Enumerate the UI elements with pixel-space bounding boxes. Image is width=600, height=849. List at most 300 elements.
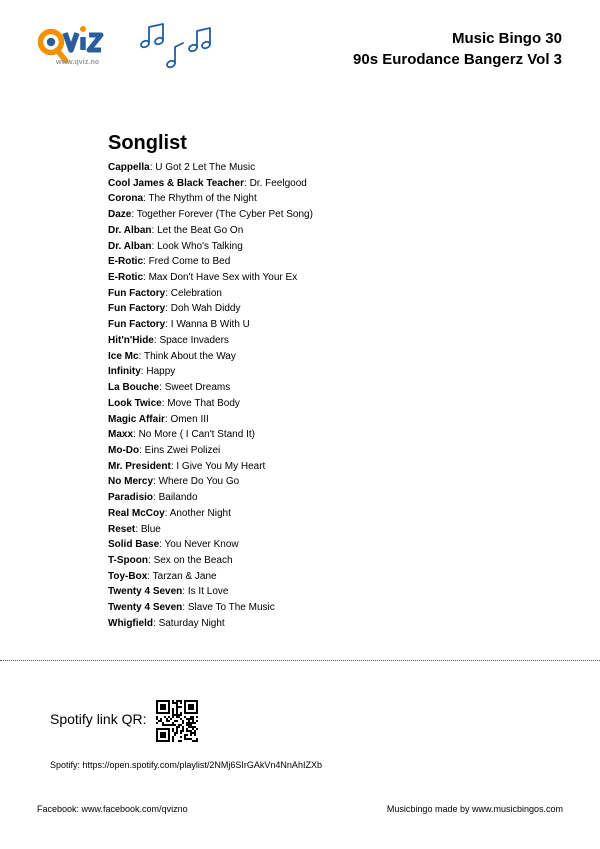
qr-module [178,700,180,702]
song-title: Sex on the Beach [153,554,233,566]
qr-module [174,714,176,716]
qr-module [188,720,190,722]
qr-module [156,736,158,738]
qr-module [168,740,170,742]
spotify-link[interactable]: Spotify: https://open.spotify.com/playlist/2NMj6SIrGAkVn4NnAhIZXb [50,760,322,770]
qr-module [192,708,194,710]
song-separator: : [153,476,159,488]
song-artist: Fun Factory [108,303,166,315]
qr-module [184,704,186,706]
qr-module [166,724,168,726]
qr-module [164,740,166,742]
qr-label: Spotify link QR: [50,711,147,727]
qr-module [190,712,192,714]
song-separator: : [182,586,188,598]
song-title: Happy [146,366,176,378]
song-item [108,349,313,365]
song-artist: Look Twice [108,397,162,409]
qr-module [172,714,174,716]
song-separator: : [153,334,160,346]
song-separator: : [159,382,165,394]
song-title: Together Forever (The Cyber Pet Song) [136,209,313,221]
qr-module [190,708,192,710]
qr-module [168,710,170,712]
qr-module [188,722,190,724]
qr-module [176,704,178,706]
song-item [108,522,313,538]
qr-module [184,734,186,736]
qr-module [166,720,168,722]
qr-module [172,712,174,714]
qr-module [176,710,178,712]
song-title: Look Who's Talking [157,240,243,252]
qr-module [160,700,162,702]
song-list [108,160,313,632]
song-item [108,301,313,317]
song-item [108,396,313,412]
song-title: Omen III [170,413,209,425]
song-artist: Dr. Alban [108,240,152,252]
song-title: Blue [140,523,161,535]
song-title: U Got 2 Let The Music [155,162,256,173]
qr-module [156,712,158,714]
song-item [108,443,313,459]
qr-module [172,724,174,726]
qr-module [172,728,174,730]
qr-module [180,736,182,738]
qr-module [170,718,172,720]
qr-module [158,740,160,742]
dotted-divider [0,660,600,661]
qr-module [168,734,170,736]
qr-module [194,722,196,724]
qr-module [194,712,196,714]
qr-module [160,732,162,734]
qr-module [180,732,182,734]
qr-module [158,720,160,722]
song-item [108,490,313,506]
qr-module [190,722,192,724]
song-item [108,553,313,569]
qr-module [176,720,178,722]
song-artist: No Mercy [108,476,154,488]
song-artist: Magic Affair [108,413,165,425]
qr-module [156,738,158,740]
song-separator: : [159,539,165,551]
qr-module [160,728,162,730]
qr-module [160,706,162,708]
song-separator: : [165,287,171,299]
songlist-heading: Songlist [108,132,187,154]
song-title: Let the Beat Go On [157,224,244,236]
qr-module [164,736,166,738]
qr-module [190,706,192,708]
qr-module [168,700,170,702]
qr-module [188,700,190,702]
qr-module [156,706,158,708]
qr-module [188,706,190,708]
qr-module [184,712,186,714]
qr-module [196,708,198,710]
song-item [108,380,313,396]
qr-module [192,700,194,702]
qr-module [156,700,158,702]
song-artist: Twenty 4 Seven [108,602,183,614]
qr-module [164,728,166,730]
qr-module [176,728,178,730]
qr-module [180,702,182,704]
song-title: Slave To The Music [187,602,275,614]
qr-module [182,722,184,724]
song-item [108,427,313,443]
qr-module [186,722,188,724]
qr-module [192,732,194,734]
song-title: Dr. Feelgood [249,177,307,189]
qr-module [162,724,164,726]
songlist-section [108,130,313,632]
qr-module [166,718,168,720]
qr-module [194,730,196,732]
song-item [108,459,313,475]
qr-module [156,702,158,704]
song-title: You Never Know [164,539,239,551]
song-item [108,239,313,255]
song-separator: : [131,209,137,221]
qr-module [162,734,164,736]
qr-module [172,722,174,724]
song-title: Eins Zwei Polizei [144,444,221,456]
qr-module [194,734,196,736]
qr-module [176,716,178,718]
song-artist: Cool James & Black Teacher [108,177,244,189]
song-artist: Reset [108,523,136,535]
song-title: Doh Wah Diddy [170,303,241,315]
song-artist: Maxx [108,429,134,441]
qr-module [164,704,166,706]
qr-module [160,736,162,738]
qr-module [178,716,180,718]
qr-module [186,712,188,714]
song-artist: Dr. Alban [108,224,152,236]
qr-module [162,740,164,742]
qr-module [156,708,158,710]
song-item [108,569,313,585]
qr-module [192,704,194,706]
song-title: Fred Come to Bed [148,256,231,268]
song-title: Move That Body [167,397,240,409]
song-item [108,160,313,176]
song-item [108,474,313,490]
qr-module [168,706,170,708]
qr-module [176,708,178,710]
qr-module [196,712,198,714]
qr-module [172,708,174,710]
qr-module [168,728,170,730]
song-artist: T-Spoon [108,554,148,566]
qr-module [180,724,182,726]
qr-module [188,704,190,706]
qr-module [186,738,188,740]
song-title: Bailando [158,492,198,504]
song-artist: La Bouche [108,382,160,394]
song-title: Saturday Night [158,617,225,629]
qr-module [180,706,182,708]
song-item [108,254,313,270]
qviz-logo[interactable] [38,22,118,72]
song-separator: : [244,177,250,189]
qr-module [176,732,178,734]
song-item [108,364,313,380]
qr-module [192,728,194,730]
song-item [108,207,313,223]
qr-module [172,736,174,738]
song-separator: : [135,523,141,535]
song-title: Max Don't Have Sex with Your Ex [148,272,298,284]
qr-module [168,720,170,722]
qr-module [190,730,192,732]
song-artist: Fun Factory [108,319,166,331]
qr-module [160,720,162,722]
qr-module [194,700,196,702]
qr-module [156,722,158,724]
song-artist: Paradisio [108,492,154,504]
qr-module [160,734,162,736]
song-title: Celebration [170,287,222,299]
qr-module [180,714,182,716]
qr-module [166,740,168,742]
song-item [108,584,313,600]
qr-module [156,704,158,706]
qr-module [172,730,174,732]
qr-module [178,714,180,716]
qr-module [182,720,184,722]
qr-module [184,708,186,710]
qr-module [172,702,174,704]
song-artist: Mo-Do [108,444,140,456]
qr-module [162,708,164,710]
qr-module [174,720,176,722]
qr-module [192,720,194,722]
song-title: Is It Love [187,586,229,598]
qr-module [192,726,194,728]
song-artist: E-Rotic [108,272,143,284]
song-artist: E-Rotic [108,256,143,268]
qr-module [196,720,198,722]
qr-module [158,700,160,702]
qr-module [168,732,170,734]
qr-module [188,718,190,720]
song-separator: : [182,602,188,614]
qr-module [186,718,188,720]
qr-module [176,712,178,714]
song-item [108,286,313,302]
qr-module [176,706,178,708]
qr-module [196,706,198,708]
song-separator: : [143,272,149,284]
qr-module [184,700,186,702]
header-titles [353,28,562,70]
qr-module [164,700,166,702]
song-item [108,270,313,286]
qr-module [156,716,158,718]
qr-module [192,706,194,708]
qr-module [176,730,178,732]
qr-module [176,702,178,704]
song-separator: : [153,492,159,504]
qr-module [162,722,164,724]
qr-module [172,738,174,740]
qr-module [196,710,198,712]
song-item [108,176,313,192]
song-separator: : [164,507,170,519]
song-artist: Cappella [108,162,150,173]
qr-module [184,702,186,704]
qr-module [190,704,192,706]
qr-module [160,704,162,706]
qr-code-icon[interactable] [156,700,198,742]
qr-module [156,732,158,734]
song-separator: : [164,413,171,425]
qr-module [190,732,192,734]
qr-module [182,726,184,728]
bingo-title: Music Bingo 30 [451,30,562,47]
qr-module [178,706,180,708]
qr-module [188,738,190,740]
qr-module [166,728,168,730]
qr-module [186,734,188,736]
song-title: I Wanna B With U [170,319,250,331]
qr-module [170,724,172,726]
qr-module [164,734,166,736]
qr-module [186,730,188,732]
qr-module [168,708,170,710]
song-artist: Infinity [108,366,141,378]
qr-module [194,726,196,728]
qr-module [164,732,166,734]
qr-module [190,716,192,718]
song-separator: : [165,303,171,315]
qr-module [178,740,180,742]
qr-module [186,724,188,726]
qr-module [194,732,196,734]
song-item [108,412,313,428]
qr-module [180,700,182,702]
qr-module [186,728,188,730]
song-artist: Real McCoy [108,507,165,519]
song-separator: : [165,319,171,331]
song-artist: Solid Base [108,539,160,551]
song-item [108,600,313,616]
song-separator: : [170,460,177,472]
qr-module [162,728,164,730]
qr-module [184,710,186,712]
qr-module [164,708,166,710]
song-title: I Give You My Heart [176,460,266,472]
qr-module [174,724,176,726]
logo-url: www.qviz.no [56,59,100,66]
qr-module [162,700,164,702]
qr-module [174,702,176,704]
song-item [108,317,313,333]
qr-module [190,726,192,728]
qr-module [184,738,186,740]
qr-module [190,718,192,720]
qr-module [156,710,158,712]
qr-module [166,712,168,714]
qr-module [188,708,190,710]
song-separator: : [138,350,144,362]
qr-module [184,706,186,708]
qr-module [164,712,166,714]
bingo-subtitle: 90s Eurodance Bangerz Vol 3 [353,51,562,68]
qr-module [176,714,178,716]
qr-module [158,712,160,714]
qr-module [156,734,158,736]
qr-module [178,724,180,726]
qr-module [168,716,170,718]
song-item [108,616,313,632]
song-separator: : [148,554,154,566]
qr-module [178,726,180,728]
qr-module [156,740,158,742]
qr-module [190,724,192,726]
qr-module [192,740,194,742]
song-artist: Ice Mc [108,350,139,362]
qr-module [188,730,190,732]
song-item [108,537,313,553]
qr-module [164,716,166,718]
qr-module [180,718,182,720]
qr-module [188,726,190,728]
qr-module [168,738,170,740]
qr-module [188,712,190,714]
song-separator: : [140,366,147,378]
musicbingos-link[interactable]: Musicbingo made by www.musicbingos.com [386,804,563,814]
song-separator: : [139,444,145,456]
song-artist: Corona [108,193,143,205]
qr-module [186,700,188,702]
qr-module [156,728,158,730]
qr-module [162,704,164,706]
song-item [108,506,313,522]
qr-module [184,736,186,738]
song-title: Space Invaders [159,334,229,346]
qr-module [192,722,194,724]
song-title: The Rhythm of the Night [148,193,257,205]
facebook-link[interactable]: Facebook: www.facebook.com/qvizno [37,804,188,814]
qr-module [168,730,170,732]
qr-module [182,730,184,732]
qr-module [168,724,170,726]
song-separator: : [143,193,149,205]
song-title: Another Night [169,507,231,519]
qr-module [168,736,170,738]
qr-module [196,702,198,704]
qr-module [180,712,182,714]
qr-module [192,716,194,718]
qr-module [174,732,176,734]
qr-module [160,712,162,714]
qr-module [182,728,184,730]
qr-module [192,712,194,714]
qr-module [162,706,164,708]
song-title: Think About the Way [143,350,236,362]
song-artist: Hit'n'Hide [108,334,154,346]
qr-module [196,740,198,742]
qr-module [158,728,160,730]
qr-module [172,710,174,712]
qr-module [162,732,164,734]
